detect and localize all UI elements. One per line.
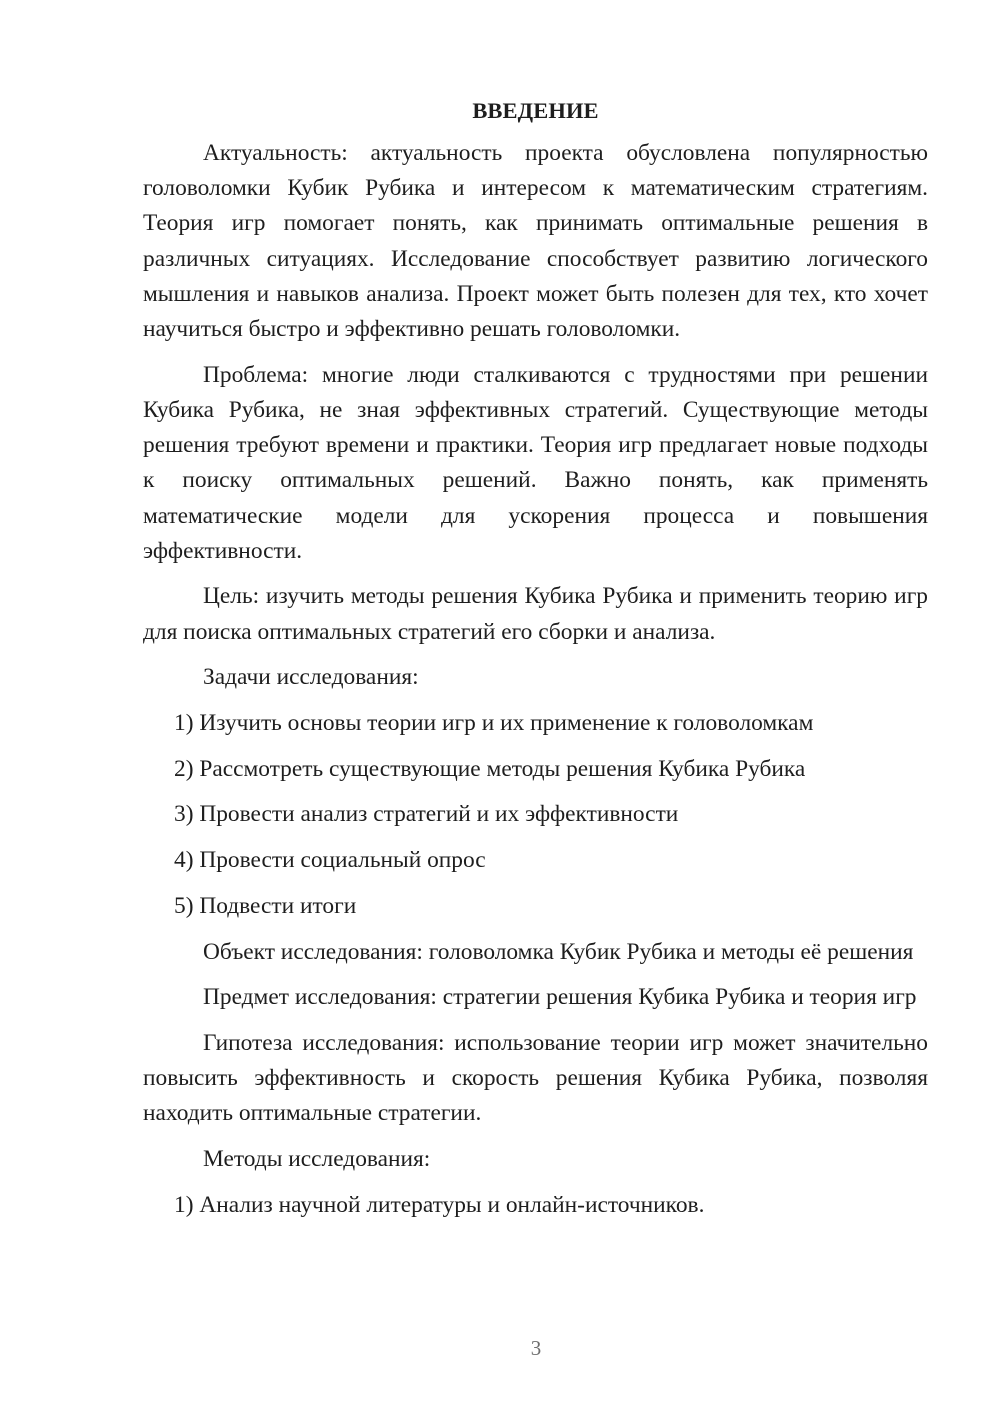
page-number: 3 — [530, 1336, 542, 1360]
method-item: 1) Анализ научной литературы и онлайн-источников. — [174, 1191, 705, 1218]
task-item: 2) Рассмотреть существующие методы решения Кубика Рубика — [174, 755, 806, 782]
hypothesis-paragraph: Гипотеза исследования: использование теории игр может значительно повысить эффективность и скорость решения Кубика Рубика, позволяя находить оптимальные стратегии. — [143, 1029, 928, 1127]
task-item: 5) Подвести итоги — [174, 892, 357, 919]
task-item: 1) Изучить основы теории игр и их применение к головоломкам — [174, 710, 814, 737]
object-paragraph: Объект исследования: головоломка Кубик Рубика и методы её решения — [203, 938, 914, 965]
section-title: ВВЕДЕНИЕ — [472, 98, 599, 123]
tasks-heading: Задачи исследования: — [203, 664, 419, 691]
goal-paragraph: Цель: изучить методы решения Кубика Рубика и применить теорию игр для поиска оптимальных стратегий его сборки и анализа. — [143, 583, 928, 645]
task-item: 3) Провести анализ стратегий и их эффективности — [174, 801, 679, 828]
task-item: 4) Провести социальный опрос — [174, 847, 486, 874]
problem-paragraph: Проблема: многие люди сталкиваются с трудностями при решении Кубика Рубика, не зная эффективных стратегий. Существующие методы решения требуют времени и практики. Теория игр предлагает новые подходы к поиску оптимальных решений. Важно понять, как применять математические модели для ускорения процесса и повышения эффективности. — [143, 361, 928, 564]
page-content — [143, 95, 928, 1233]
subject-paragraph: Предмет исследования: стратегии решения Кубика Рубика и теория игр — [203, 984, 917, 1011]
methods-heading: Методы исследования: — [203, 1146, 431, 1173]
relevance-paragraph: Актуальность: актуальность проекта обусловлена популярностью головоломки Кубик Рубика и интересом к математическим стратегиям. Теория игр помогает понять, как принимать оптимальные решения в различных ситуациях. Исследование способствует развитию логического мышления и навыков анализа. Проект может быть полезен для тех, кто хочет научиться быстро и эффективно решать головоломки. — [143, 140, 928, 343]
